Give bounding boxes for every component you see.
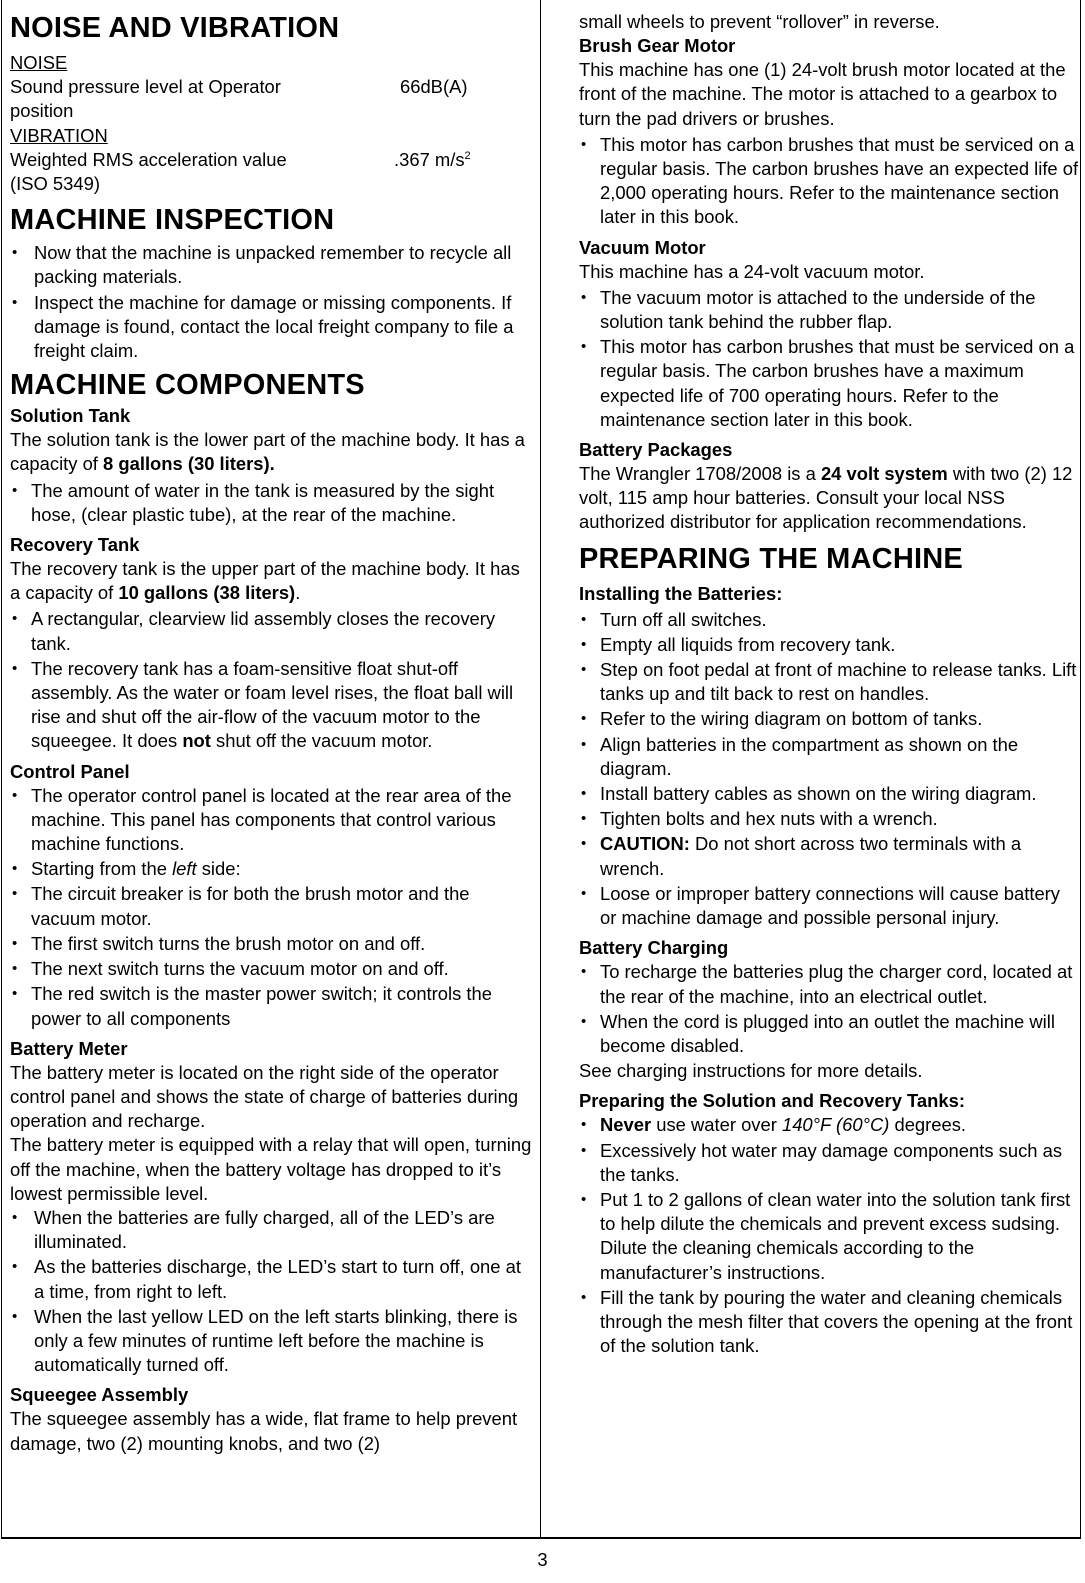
inspection-heading: MACHINE INSPECTION xyxy=(10,204,335,237)
recovery-list xyxy=(10,607,532,753)
sound-pressure-label-cont: position xyxy=(10,100,74,122)
sound-pressure-value: 66dB(A) xyxy=(400,76,468,98)
right-column xyxy=(579,10,1079,1359)
solution-tank-text: The solution tank is the lower part of the machine body. It has a capacity of 8 gallons (30 liters). xyxy=(10,429,525,475)
squeegee-text: The squeegee assembly has a wide, flat frame to help prevent damage, two (2) mounting knobs, and two (2) xyxy=(10,1408,518,1454)
list-item: • Fill the tank by pouring the water and cleaning chemicals through the mesh filter that covers the opening at the front of the solution tank. xyxy=(579,1286,1079,1359)
list-item: • Step on foot pedal at front of machine to release tanks. Lift tanks up and tilt back to rest on handles. xyxy=(579,658,1079,706)
battery-meter-relay-text: The battery meter is equipped with a relay that will open, turning off the machine, when the battery voltage has dropped to it’s lowest permissible level. xyxy=(10,1134,532,1204)
control-panel-list xyxy=(10,784,532,1031)
brush-motor-text: This machine has one (1) 24-volt brush motor located at the front of the machine. The motor is attached to a gearbox to turn the pad drivers or brushes. xyxy=(579,59,1066,129)
list-item: • Tighten bolts and hex nuts with a wrench. xyxy=(579,807,1079,831)
noise-subheading: NOISE xyxy=(10,52,68,73)
vacuum-motor-list xyxy=(579,286,1079,432)
never-item: • Never use water over 140°F (60°C) degrees. xyxy=(579,1113,1079,1137)
control-panel-title: Control Panel xyxy=(10,760,130,782)
caution-item: • CAUTION: Do not short across two terminals with a wrench. xyxy=(579,832,1079,880)
battery-packages-title: Battery Packages xyxy=(579,439,733,461)
noise-vibration-heading: NOISE AND VIBRATION xyxy=(10,12,340,44)
list-item: • The operator control panel is located at the rear area of the machine. This panel has components that control various machine functions. xyxy=(10,784,532,857)
inspection-list xyxy=(10,241,532,363)
squeegee-title: Squeegee Assembly xyxy=(10,1384,189,1406)
list-item: • Starting from the left side: xyxy=(10,857,532,881)
squeegee-text-cont: small wheels to prevent “rollover” in reverse. xyxy=(579,11,940,32)
sound-pressure-row xyxy=(10,75,532,99)
vacuum-motor-title: Vacuum Motor xyxy=(579,236,706,258)
battery-meter-text: The battery meter is located on the right side of the operator control panel and shows the state of charge of batteries during operation and recharge. xyxy=(10,1061,519,1132)
rms-row xyxy=(10,148,532,172)
brush-motor-title: Brush Gear Motor xyxy=(579,35,736,57)
solution-list xyxy=(10,479,532,527)
vacuum-motor-text: This machine has a 24-volt vacuum motor. xyxy=(579,260,925,282)
installing-batteries-title: Installing the Batteries: xyxy=(579,582,783,604)
list-item: • The next switch turns the vacuum motor on and off. xyxy=(10,957,532,981)
list-item: • When the cord is plugged into an outlet the machine will become disabled. xyxy=(579,1010,1079,1058)
rms-label: Weighted RMS acceleration value xyxy=(10,148,287,170)
components-heading: MACHINE COMPONENTS xyxy=(10,369,365,402)
brush-motor-list xyxy=(579,133,1079,230)
list-item: • Inspect the machine for damage or missing components. If damage is found, contact the local freight company to file a freight claim. xyxy=(10,291,532,364)
battery-packages-text: The Wrangler 1708/2008 is a 24 volt system with two (2) 12 volt, 115 amp hour batteries. Consult your local NSS authorized distributor for application recommendations. xyxy=(579,463,1073,533)
left-column xyxy=(10,12,532,1456)
list-item: • Excessively hot water may damage components such as the tanks. xyxy=(579,1139,1079,1187)
rms-label-cont: (ISO 5349) xyxy=(10,173,100,195)
list-item: • Turn off all switches. xyxy=(579,608,1079,632)
list-item: • Install battery cables as shown on the wiring diagram. xyxy=(579,782,1079,806)
vibration-subheading: VIBRATION xyxy=(10,124,108,146)
list-item: • This motor has carbon brushes that must be serviced on a regular basis. The carbon brushes have a maximum expected life of 700 operating hours. Refer to the maintenance section later in this book. xyxy=(579,335,1079,432)
rms-value: .367 $m/s^2$ xyxy=(394,148,471,170)
list-item: • When the batteries are fully charged, all of the LED’s are illuminated. xyxy=(10,1206,532,1254)
list-item: • This motor has carbon brushes that must be serviced on a regular basis. The carbon brushes have an expected life of 2,000 operating hours. Refer to the maintenance section later in this book. xyxy=(579,133,1079,230)
prep-tanks-title: Preparing the Solution and Recovery Tanks: xyxy=(579,1090,965,1112)
prep-tanks-list xyxy=(579,1113,1079,1358)
preparing-heading: PREPARING THE MACHINE xyxy=(579,542,963,575)
list-item: • The circuit breaker is for both the brush motor and the vacuum motor. xyxy=(10,882,532,930)
column-divider xyxy=(540,0,541,1538)
list-item: • A rectangular, clearview lid assembly closes the recovery tank. xyxy=(10,607,532,655)
list-item: • Align batteries in the compartment as shown on the diagram. xyxy=(579,733,1079,781)
list-item: • Loose or improper battery connections will cause battery or machine damage and possible personal injury. xyxy=(579,882,1079,930)
sound-pressure-label: Sound pressure level at Operator xyxy=(10,76,281,98)
list-item: • To recharge the batteries plug the charger cord, located at the rear of the machine, into an electrical outlet. xyxy=(579,960,1079,1008)
list-item: • The vacuum motor is attached to the underside of the solution tank behind the rubber flap. xyxy=(579,286,1079,334)
charging-text: See charging instructions for more details. xyxy=(579,1060,923,1082)
charging-list xyxy=(579,960,1079,1058)
list-item: • The amount of water in the tank is measured by the sight hose, (clear plastic tube), at the rear of the machine. xyxy=(10,479,532,527)
page-number: 3 xyxy=(537,1549,548,1570)
list-item: • Empty all liquids from recovery tank. xyxy=(579,633,1079,657)
list-item: • As the batteries discharge, the LED’s start to turn off, one at a time, from right to left. xyxy=(10,1255,532,1303)
solution-tank-title: Solution Tank xyxy=(10,405,131,427)
list-item: • The first switch turns the brush motor on and off. xyxy=(10,932,532,956)
list-item: • Now that the machine is unpacked remember to recycle all packing materials. xyxy=(10,241,532,289)
list-item: • Put 1 to 2 gallons of clean water into the solution tank first to help dilute the chemicals and prevent excess sudsing. Dilute the cleaning chemicals according to the manufacturer’s instructions. xyxy=(579,1188,1079,1285)
recovery-tank-text: The recovery tank is the upper part of the machine body. It has a capacity of 10 gallons (38 liters). xyxy=(10,558,520,604)
installing-list xyxy=(579,608,1079,931)
battery-meter-title: Battery Meter xyxy=(10,1037,128,1059)
battery-meter-list xyxy=(10,1206,532,1377)
list-item: • The recovery tank has a foam-sensitive float shut-off assembly. As the water or foam level rises, the float ball will rise and shut off the air-flow of the vacuum motor to the squeegee. It does not shut off the vacuum motor. xyxy=(10,657,532,754)
list-item: • When the last yellow LED on the left starts blinking, there is only a few minutes of runtime left before the machine is automatically turned off. xyxy=(10,1305,532,1378)
list-item: • The red switch is the master power switch; it controls the power to all components xyxy=(10,982,532,1030)
list-item: • Refer to the wiring diagram on bottom of tanks. xyxy=(579,707,1079,731)
recovery-tank-title: Recovery Tank xyxy=(10,534,140,556)
battery-charging-title: Battery Charging xyxy=(579,937,729,959)
